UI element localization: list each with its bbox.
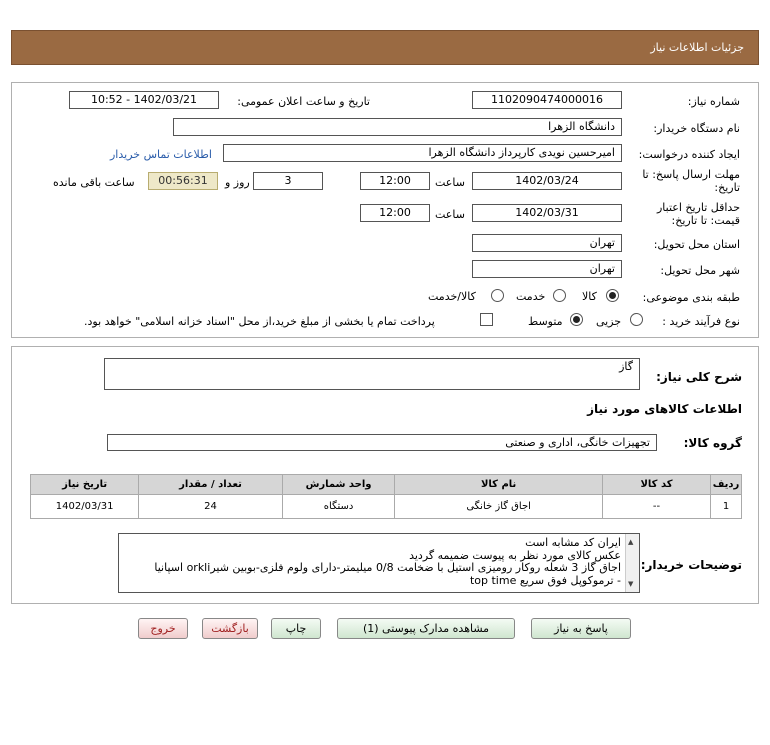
buyer-org-field: دانشگاه الزهرا	[173, 118, 622, 136]
need-title-label: شرح کلی نیاز:	[656, 370, 742, 384]
category-label: طبقه بندی موضوعی:	[642, 291, 740, 304]
remaining-time-field: 00:56:31	[148, 172, 218, 190]
cell-date: 1402/03/31	[31, 495, 139, 519]
page-title: جزئیات اطلاعات نیاز	[650, 41, 744, 54]
goods-table	[30, 474, 742, 519]
col-header-code: کد کالا	[602, 475, 710, 495]
notes-scrollbar[interactable]	[625, 534, 639, 592]
deadline-label-line2: تاریخ:	[714, 181, 740, 194]
goods-group-field: تجهیزات خانگی، اداری و صنعتی	[107, 434, 657, 451]
category-radio-goods-service[interactable]	[491, 289, 504, 302]
notes-line: اجاق گاز 3 شعله روکار رومیزی استیل با ضخامت 0/8 میلیمتر-دارای ولوم فلزی-بوبین شیرorkli اسپانیا	[154, 561, 621, 574]
scroll-down-icon[interactable]: ▼	[628, 579, 634, 588]
col-header-date: تاریخ نیاز	[31, 475, 139, 495]
deadline-label-line1: مهلت ارسال پاسخ: تا	[642, 168, 740, 181]
buyer-contact-link[interactable]: اطلاعات تماس خریدار	[110, 148, 212, 161]
process-radio-minor[interactable]	[630, 313, 643, 326]
process-radio-medium[interactable]	[570, 313, 583, 326]
back-button[interactable]: بازگشت	[202, 618, 258, 639]
province-field: تهران	[472, 234, 622, 252]
notes-line: عکس کالای مورد نظر به پیوست ضمیمه گردید	[409, 548, 621, 562]
remaining-time-label: ساعت باقی مانده	[53, 176, 135, 189]
days-field: 3	[253, 172, 323, 190]
reply-button[interactable]: پاسخ به نیاز	[531, 618, 631, 639]
category-option-service: خدمت	[516, 290, 546, 303]
requester-field: امیرحسین نویدی کارپرداز دانشگاه الزهرا	[223, 144, 622, 162]
process-label: نوع فرآیند خرید :	[662, 315, 740, 328]
days-label: روز و	[225, 176, 250, 189]
col-header-unit: واحد شمارش	[282, 475, 395, 495]
table-row	[31, 495, 742, 519]
announce-datetime-label: تاریخ و ساعت اعلان عمومی:	[237, 95, 370, 108]
process-option-medium: متوسط	[528, 315, 563, 328]
requester-label: ایجاد کننده درخواست:	[638, 148, 740, 161]
deadline-date-field: 1402/03/24	[472, 172, 622, 190]
cell-quantity: 24	[139, 495, 283, 519]
deadline-time-field: 12:00	[360, 172, 430, 190]
col-header-row: ردیف	[711, 475, 742, 495]
buyer-notes-box[interactable]	[118, 533, 640, 593]
scroll-up-icon[interactable]: ▲	[628, 538, 634, 546]
category-option-goods-service: کالا/خدمت	[428, 290, 476, 303]
cell-row: 1	[711, 495, 742, 519]
buyer-org-label: نام دستگاه خریدار:	[653, 122, 740, 135]
goods-table-header	[31, 475, 742, 495]
col-header-quantity: تعداد / مقدار	[139, 475, 283, 495]
treasury-payment-checkbox[interactable]	[480, 313, 493, 326]
cell-name: اجاق گاز خانگی	[395, 495, 603, 519]
treasury-payment-note: پرداخت تمام یا بخشی از مبلغ خرید،از محل "اسناد خزانه اسلامی" خواهد بود.	[84, 315, 435, 328]
validity-time-field: 12:00	[360, 204, 430, 222]
city-label: شهر محل تحویل:	[660, 264, 740, 277]
page-header	[11, 30, 759, 65]
validity-date-field: 1402/03/31	[472, 204, 622, 222]
col-header-name: نام کالا	[395, 475, 603, 495]
exit-button[interactable]: خروج	[138, 618, 188, 639]
notes-line: ایران کد مشابه است	[525, 536, 621, 549]
validity-time-label: ساعت	[435, 208, 465, 221]
category-radio-goods[interactable]	[606, 289, 619, 302]
process-option-minor: جزیی	[596, 315, 622, 328]
category-option-goods: کالا	[582, 290, 597, 303]
cell-unit: دستگاه	[282, 495, 395, 519]
announce-datetime-field: 1402/03/21 - 10:52	[69, 91, 219, 109]
validity-label-line2: قیمت: تا تاریخ:	[671, 214, 740, 227]
buyer-notes-label: توضیحات خریدار:	[640, 558, 742, 572]
deadline-time-label: ساعت	[435, 176, 465, 189]
goods-info-title: اطلاعات کالاهای مورد نیاز	[587, 402, 742, 416]
category-radio-service[interactable]	[553, 289, 566, 302]
goods-group-label: گروه کالا:	[683, 436, 742, 450]
need-title-field: گاز	[104, 358, 640, 390]
cell-code: --	[602, 495, 710, 519]
need-number-label: شماره نیاز:	[687, 95, 740, 108]
notes-line: - ترموکوپل فوق سریع top time	[469, 573, 621, 587]
print-button[interactable]: چاپ	[271, 618, 321, 639]
province-label: استان محل تحویل:	[653, 238, 740, 251]
attachments-button[interactable]: مشاهده مدارک پیوستی (1)	[337, 618, 515, 639]
need-number-field: 1102090474000016	[472, 91, 622, 109]
validity-label-line1: حداقل تاریخ اعتبار	[656, 201, 740, 214]
city-field: تهران	[472, 260, 622, 278]
